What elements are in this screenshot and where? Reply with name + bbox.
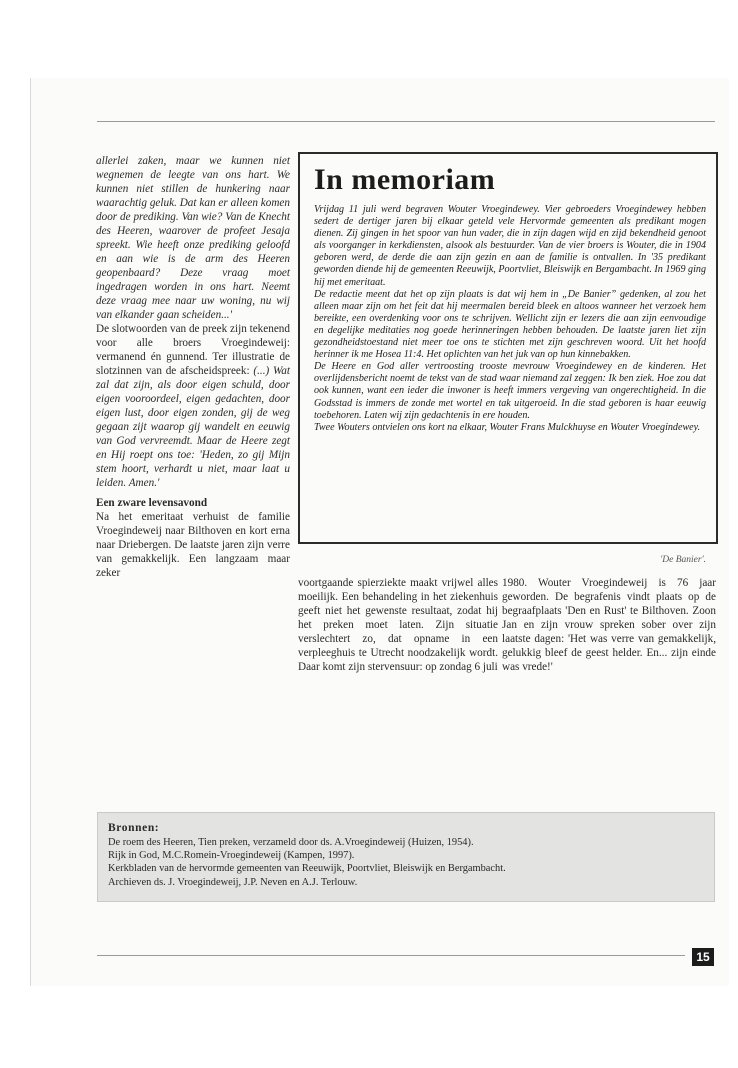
column-right <box>502 576 716 674</box>
quote-paragraph: allerlei zaken, maar we kunnen niet wegnemen de leegte van ons hart. We kunnen niet stillen de hunkering naar waarachtig geluk. Dat kan er alleen komen door de prediking. Van wie? Van de Knecht des Heeren, waarover de profeet Jesaja spreekt. Wie heeft onze prediking geloofd en aan wie is de arm des Heeren geopenbaard? Deze vraag moet ingedragen worden in ons hart. Neemt deze vraag mee naar uw woning, nu wij van elkander gaan scheiden...' <box>96 155 290 321</box>
page-number: 15 <box>692 948 714 966</box>
source-line: Rijk in God, M.C.Romein-Vroegindeweij (Kampen, 1997). <box>108 850 355 862</box>
memoriam-paragraph-2: De redactie meent dat het op zijn plaats is dat wij hem in „De Banier” gedenken, al zou het alleen maar zijn om het feit dat hij meermalen bereid bleek en altoos wanneer het verzoek hem bereikte, een overdenking voor ons te schrijven. Wellicht zijn er lezers die aan zijn eenvoudige en degelijke meditaties nog goede herinneringen hebben behouden. De laatste jaren liet zijn gezondheidstoestand niet meer toe ons te stichten met zijn geschreven woord. Uit het hoofd herinner ik me Hosea 11:4. Het oplichten van het juk van op hun kinnebakken. <box>314 288 706 361</box>
in-memoriam-box <box>298 152 718 544</box>
death-paragraph: 1980. Wouter Vroegindeweij is 76 jaar geworden. De begrafenis vindt plaats op de begraafplaats 'Den en Rust' te Bilthoven. Zoon Jan en zijn vrouw spreken sober over zijn laatste dagen: 'Het was verre van gemakkelijk, gelukkig bleef de geest helder. En... zijn einde was vrede!' <box>502 577 716 673</box>
memoriam-paragraph-3: De Heere en God aller vertroosting trooste mevrouw Vroegindewey en de kinderen. Het overlijdensbericht noemt de tekst van de stad waar niemand zal zeggen: Ik ben ziek. Hoe zou dat ook kunnen, want een ieder die inwoner is heeft immers vergeving van ongerechtigheid. In die Godsstad is immers de zonde met wortel en tak uitgeroeid. In die stad geboren is haar eeuwig toebehoren. Laten wij zijn gedachtenis in ere houden. <box>314 361 706 421</box>
closing-words-paragraph <box>96 322 290 490</box>
later-years-paragraph: Na het emeritaat verhuist de familie Vroegindeweij naar Bilthoven en kort erna naar Driebergen. De laatste jaren zijn verre van gemakkelijk. Een langzaam maar zeker <box>96 511 290 579</box>
top-divider <box>97 121 715 122</box>
source-line: De roem des Heeren, Tien preken, verzameld door ds. A.Vroegindeweij (Huizen, 1954). <box>108 837 474 848</box>
source-line: Archieven ds. J. Vroegindeweij, J.P. Neven en A.J. Terlouw. <box>108 876 358 888</box>
sources-title: Bronnen: <box>108 822 160 834</box>
closing-words-quote: (...) Wat zal dat zijn, als door eigen schuld, door eigen vooroordeel, eigen gedachten, door eigen lust, door eigen zonden, gij de weg gegaan zijt waarop gij wandelt en eeuwig van God vervreemdt. Maar de Heere zegt en Hij roept ons toe: 'Heden, zo gij Mijn stem hoort, verhardt u niet, maar laat u leiden. Amen.' <box>96 365 290 489</box>
memoriam-paragraph-4: Twee Wouters ontvielen ons kort na elkaar, Wouter Frans Mulckhuyse en Wouter Vroegindewey. <box>314 421 701 433</box>
column-middle <box>298 576 498 674</box>
memoriam-paragraph-1: Vrijdag 11 juli werd begraven Wouter Vroegindewey. Vier gebroeders Vroegindewey hebben sedert de dertiger jaren bij elkaar geteld vele Hervormde gemeenten als predikant mogen dienen. Zij gingen in het spoor van hun vader, die in zijn dagen wijd en zijd bekendheid genoot als voorganger in kerkdiensten, alsook als bestuurder. Van de vier broers is Wouter, die in 1904 geboren werd, de derde die aan zijn gezin en aan de familie is ontvallen. In '35 predikant geworden diende hij de gemeenten Reeuwijk, Poortvliet, Bleiswijk en Bergambacht. In 1969 ging hij met emeritaat. <box>314 204 706 288</box>
sources-box <box>97 812 715 902</box>
closing-words-intro: De slotwoorden van de preek zijn tekenend voor alle broers Vroegindeweij: vermanend én gunnend. Ter illustratie de slotzinnen van de afscheidspreek: <box>96 323 290 377</box>
bottom-divider <box>97 955 685 956</box>
section-heading: Een zware levensavond <box>96 497 208 509</box>
source-line: Kerkbladen van de hervormde gemeenten van Reeuwijk, Poortvliet, Bleiswijk en Bergambacht. <box>108 863 506 875</box>
source-attribution: 'De Banier'. <box>660 555 706 565</box>
in-memoriam-title: In memoriam <box>314 163 496 196</box>
column-left <box>96 154 290 580</box>
illness-paragraph: voortgaande spierziekte maakt vrijwel alles moeilijk. Een behandeling in het ziekenhuis geeft niet het gewenste resultaat, zodat hij het preken moet laten. Zijn situatie verslechtert zo, dat opname in een verpleeghuis te Utrecht noodzakelijk wordt. Daar komt zijn stervensuur: op zondag 6 juli <box>298 577 498 673</box>
in-memoriam-text <box>314 204 706 434</box>
